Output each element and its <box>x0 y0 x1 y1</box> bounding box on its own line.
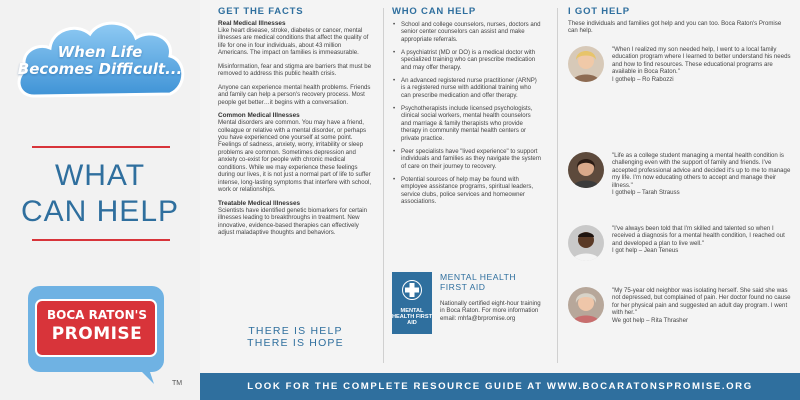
subheading-treatable-illnesses: Treatable Medical Illnesses <box>218 199 301 207</box>
facts-paragraph-1: Like heart disease, stroke, diabetes or cancer, mental illnesses are medical conditions that affect the quality of life for one in four individuals, about 43 million Americans. The impact on families is immeasurable. <box>218 27 369 57</box>
avatar <box>568 225 604 261</box>
boca-ratons-promise-logo <box>22 280 172 388</box>
mhfa-title <box>440 272 516 292</box>
testimonial-quote <box>612 225 792 255</box>
cloud-graphic <box>12 14 188 106</box>
facts-paragraph-4: Mental disorders are common. You may have a friend, colleague or relative with a mental disorder, or perhaps you have experienced one yourself at some point. Feelings of sadness, anxiety, worry, irritability or sleep problems are common. Sometimes depression and anxiety co-exist for people with chronic medical conditions. While we may experience these feelings during our lives, it is not just a normal part of life to suffer intense, long-lasting symptoms that interfere with school, work or relationships. <box>218 119 372 194</box>
title-line-1: WHAT <box>54 159 146 192</box>
logo-text-line-1: BOCA RATON'S <box>47 308 147 322</box>
quote-text: "I've always been told that I'm skilled and talented so when I received a diagnosis for a mental health condition, I reached out and developed a plan to live well." <box>612 225 785 247</box>
facts-heading: GET THE FACTS <box>218 6 304 17</box>
mental-health-first-aid-block <box>392 270 542 340</box>
who-list <box>392 21 542 205</box>
cloud-line-2: Becomes Difficult... <box>17 60 183 78</box>
quote-attribution: We got help – Rita Thrasher <box>612 316 688 324</box>
logo-text-line-2: PROMISE <box>51 324 143 344</box>
avatar <box>568 46 604 82</box>
testimonial <box>568 152 792 232</box>
slogan-line-2: THERE IS HOPE <box>247 337 344 349</box>
facts-paragraph-5: Scientists have identified genetic biomarkers for certain illnesses leading to breakthroughs in treatment. New innovative, evidence-based therapies can effectively adjust maladaptive thoughts and behaviors. <box>218 206 368 236</box>
testimonial-quote <box>612 46 792 83</box>
mhfa-title-line-2: FIRST AID <box>440 282 486 292</box>
facts-paragraph-2: Misinformation, fear and stigma are barriers that must be removed to address this public health crisis. <box>218 62 372 78</box>
list-item: • Potential sources of help may be found with employee assistance programs, spiritual leaders, service clubs, police services and homeowner associations. <box>392 176 542 206</box>
testimonial-quote <box>612 287 792 324</box>
help-hope-slogan <box>218 325 373 349</box>
avatar <box>568 287 604 323</box>
page-title <box>0 158 200 230</box>
bottom-divider <box>32 239 170 241</box>
quote-attribution: I got help – Jean Teneus <box>612 247 679 255</box>
footer-banner <box>200 373 800 400</box>
avatar <box>568 152 604 188</box>
list-item: • School and college counselors, nurses, doctors and senior center counselors can assist and make appropriate referrals. <box>392 21 542 43</box>
quote-text: "Life as a college student managing a mental health condition is challenging even with the support of family and friends. I've accepted professional advice and decided it's up to me to manage my life. I'm now educating others to accept and manage their illness." <box>612 152 791 189</box>
help-heading: I GOT HELP <box>568 6 630 17</box>
mhfa-logo-text: MENTAL HEALTH FIRST AID <box>392 308 432 327</box>
column-divider <box>557 8 558 363</box>
mhfa-logo <box>392 272 432 334</box>
quote-text: "My 75-year old neighbor was isolating herself. She said she was not depressed, but complained of pain. Her doctor found no cause for her physical pain and suggested an adult day program. I went with her." <box>612 287 791 317</box>
footer-text: LOOK FOR THE COMPLETE RESOURCE GUIDE AT WWW.BOCARATONSPROMISE.ORG <box>247 381 753 392</box>
list-item: • Psychotherapists include licensed psychologists, clinical social workers, mental health counselors and marriage & family therapists who provide therapy in community mental health centers or private practice. <box>392 105 542 142</box>
quote-attribution: I gothelp – Ro Rabozzi <box>612 75 674 83</box>
subheading-common-illnesses: Common Medical Illnesses <box>218 112 300 120</box>
title-line-2: CAN HELP <box>20 195 180 228</box>
left-panel <box>0 0 200 400</box>
slogan-line-1: THERE IS HELP <box>248 325 343 337</box>
mhfa-description: Nationally certified eight-hour training in Boca Raton. For more information email: mhfa@brpromise.org <box>440 300 541 322</box>
list-item: • Peer specialists have "lived experience" to support individuals and families as they navigate the system of care on their journey to recovery. <box>392 148 542 170</box>
quote-attribution: I gothelp – Tarah Strauss <box>612 189 680 197</box>
mhfa-title-line-1: MENTAL HEALTH <box>440 272 517 282</box>
cloud-line-1: When Life <box>57 43 143 61</box>
i-got-help-column <box>568 0 792 370</box>
column-divider <box>383 8 384 363</box>
list-item: • A psychiatrist (MD or DO) is a medical doctor with specialized training who can prescribe medication and may offer therapy. <box>392 49 542 71</box>
trademark-mark: TM <box>172 380 183 387</box>
facts-paragraph-3: Anyone can experience mental health problems. Friends and family can help a person's recovery process. Most people get better…it begins with a conversation. <box>218 83 371 106</box>
quote-text: "When I realized my son needed help, I went to a local family education program where I learned to better understand his needs and how to find resources. These educational programs are available in Boca Raton." <box>612 46 791 76</box>
subheading-real-illnesses: Real Medical Illnesses <box>218 20 286 27</box>
help-intro: These individuals and families got help and you can too. Boca Raton's Promise can help. <box>568 20 782 35</box>
who-heading: WHO CAN HELP <box>392 6 477 17</box>
testimonial-quote <box>612 152 792 197</box>
cross-icon <box>402 280 422 300</box>
top-divider <box>32 146 170 148</box>
facts-column <box>218 0 373 370</box>
testimonial <box>568 46 792 126</box>
list-item: • An advanced registered nurse practitioner (ARNP) is a registered nurse with additional training who can prescribe medication and offer therapy. <box>392 77 542 99</box>
testimonial <box>568 287 792 367</box>
